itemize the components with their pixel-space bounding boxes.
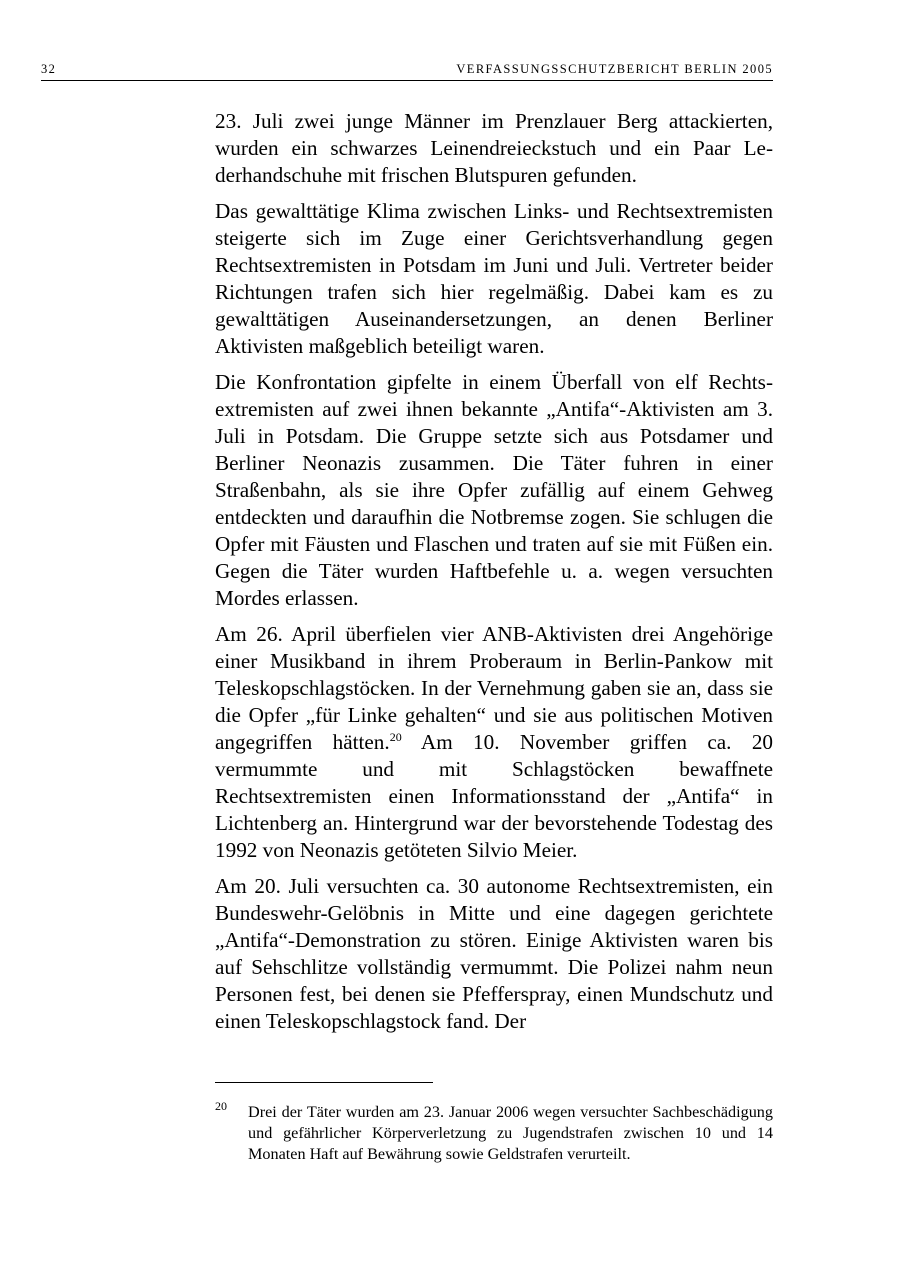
page-number: 32 <box>41 62 57 76</box>
paragraph-4-text-before: Am 26. April überfielen vier ANB-Aktivisten drei Angehörige einer Musikband in ihrem Proberaum in Berlin-Pankow mit Teleskopschlagstöcken. In der Vernehmung gaben sie an, dass sie die Opfer „für Linke gehalten“ und sie aus politischen Motiven angegriffen hätten. <box>215 622 773 754</box>
paragraph-5: Am 20. Juli versuchten ca. 30 autonome Rechtsextremisten, ein Bundeswehr-Gelöbnis in Mitte und eine dagegen gerichtete „Antifa“-Demonstration zu stören. Einige Aktivisten waren bis auf Sehschlitze vollständig vermummt. Die Polizei nahm neun Personen fest, bei denen sie Pfefferspray, einen Mundschutz und einen Teleskopschlagstock fand. Der <box>215 874 773 1033</box>
footnote-divider <box>215 1082 433 1083</box>
footnote-number: 20 <box>215 1099 227 1113</box>
paragraph-3: Die Konfrontation gipfelte in einem Überfall von elf Rechtsextremisten auf zwei ihnen bekannte „Antifa“-Aktivisten am 3. Juli in Potsdam. Die Gruppe setzte sich aus Potsdamer und Berliner Neonazis zusammen. Die Täter fuhren in einer Straßenbahn, als sie ihre Opfer zufällig auf einem Gehweg entdeckten und daraufhin die Notbremse zogen. Sie schlugen die Opfer mit Fäusten und Flaschen und traten auf sie mit Füßen ein. Gegen die Täter wurden Haftbefehle u. a. wegen versuchten Mordes erlassen. <box>215 370 773 610</box>
running-title: VERFASSUNGSSCHUTZBERICHT BERLIN 2005 <box>456 62 773 76</box>
footnote-text: Drei der Täter wurden am 23. Januar 2006 wegen versuchter Sachbeschädigung und gefährlicher Körperverletzung zu Jugendstrafen zwischen 10 und 14 Monaten Haft auf Bewährung sowie Geldstrafen verurteilt. <box>248 1103 773 1163</box>
paragraph-4-text-after: Am 10. November griffen ca. 20 vermummte und mit Schlagstöcken bewaffnete Rechtsextremisten einen Informationsstand der „Antifa“ in Lichtenberg an. Hintergrund war der bevorstehende Todestag des 1992 von Neonazis getöteten Silvio Meier. <box>215 730 774 862</box>
paragraph-1: 23. Juli zwei junge Männer im Prenzlauer Berg attackierten, wurden ein schwarzes Leinendreieckstuch und ein Paar Lederhandschuhe mit frischen Blutspuren gefunden. <box>215 109 773 187</box>
footnote <box>215 1099 773 1165</box>
footnote-reference: 20 <box>389 729 402 744</box>
body-text <box>215 108 773 1044</box>
paragraph-4 <box>215 621 773 864</box>
page-header <box>41 62 773 81</box>
paragraph-2: Das gewalttätige Klima zwischen Links- und Rechtsextremisten steigerte sich im Zuge einer Gerichtsverhandlung gegen Rechtsextremisten in Potsdam im Juni und Juli. Vertreter beider Richtungen trafen sich hier regelmäßig. Dabei kam es zu gewalttätigen Auseinandersetzungen, an denen Berliner Aktivisten maßgeblich beteiligt waren. <box>215 199 773 358</box>
